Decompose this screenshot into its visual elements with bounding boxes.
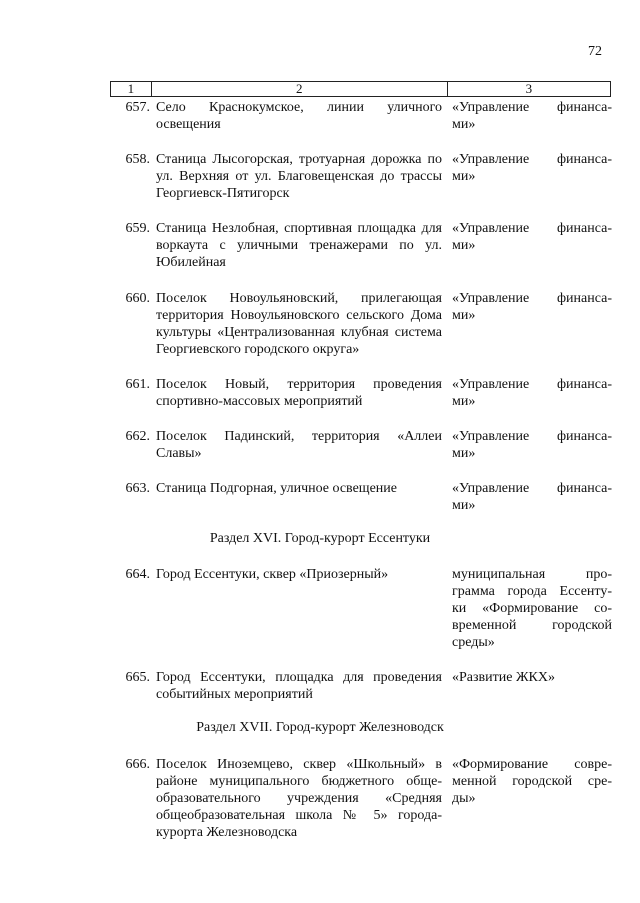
table-header [110, 81, 611, 97]
row-description: Поселок Иноземцево, сквер «Школьный» в районе муниципального бюджетного обще-образовательного учреждения «Средняя общеобразовательная школа № 5» города-курорта Железноводска [156, 757, 442, 840]
row-source-line: «Формирование совре- [452, 757, 612, 772]
row-source-line: ми» [452, 117, 476, 132]
row-source-line: среды» [452, 635, 495, 650]
header-col-2: 2 [152, 82, 448, 96]
row-source-line: «Управление финанса- [452, 221, 612, 236]
row-source-line: ми» [452, 238, 476, 253]
row-number: 657. [125, 100, 150, 115]
row-number: 662. [125, 429, 150, 444]
row-number: 658. [125, 152, 150, 167]
row-source-line: «Управление финанса- [452, 377, 612, 392]
page-number: 72 [588, 44, 602, 59]
header-col-3: 3 [525, 81, 533, 96]
row-description: Поселок Новоульяновский, прилегающая территория Новоульяновского сельского Дома культуры «Централизованная клубная система Георгиевского городского округа» [156, 291, 442, 357]
row-source [452, 756, 612, 807]
row-source [452, 99, 612, 133]
row-source [452, 566, 612, 651]
row-description: Село Краснокумское, линии уличного освещения [156, 100, 442, 132]
row-source-line: «Управление финанса- [452, 100, 612, 115]
row-source-line: ми» [452, 169, 476, 184]
row-number: 665. [125, 670, 150, 685]
row-source [452, 220, 612, 254]
row-description: Город Ессентуки, площадка для проведения событийных мероприятий [156, 670, 442, 702]
row-description: Станица Незлобная, спортивная площадка для воркаута с уличными тренажерами по ул. Юбилейная [156, 221, 442, 270]
row-number: 660. [125, 291, 150, 306]
row-source-line: муниципальная про- [452, 567, 612, 582]
row-source-line: временной городской [452, 618, 612, 633]
row-source [452, 376, 612, 410]
row-number: 666. [125, 757, 150, 772]
row-source-line: ды» [452, 791, 476, 806]
row-number: 664. [125, 567, 150, 582]
row-source [452, 151, 612, 185]
row-source-line: ми» [452, 308, 476, 323]
header-col-1: 1 [111, 82, 152, 96]
row-description: Город Ессентуки, сквер «Приозерный» [156, 567, 389, 582]
row-source-line: «Управление финанса- [452, 481, 612, 496]
row-number: 659. [125, 221, 150, 236]
row-source-line: ми» [452, 394, 476, 409]
row-source [452, 480, 612, 514]
row-source-line: ми» [452, 498, 476, 513]
row-description: Станица Подгорная, уличное освещение [156, 481, 397, 496]
section-title: Раздел XVII. Город-курорт Железноводск [196, 720, 444, 735]
row-source-line: «Управление финанса- [452, 291, 612, 306]
row-source [452, 669, 612, 686]
row-source-line: менной городской сре- [452, 774, 612, 789]
row-source-line: «Управление финанса- [452, 152, 612, 167]
row-source [452, 428, 612, 462]
row-number: 661. [125, 377, 150, 392]
row-source-line: ми» [452, 446, 476, 461]
row-number: 663. [125, 481, 150, 496]
row-description: Поселок Падинский, территория «Аллеи Славы» [156, 429, 442, 461]
row-source-line: «Развитие ЖКХ» [452, 670, 555, 685]
row-source-line: ки «Формирование со- [452, 601, 612, 616]
section-title: Раздел XVI. Город-курорт Ессентуки [209, 531, 431, 546]
row-description: Станица Лысогорская, тротуарная дорожка по ул. Верхняя от ул. Благовещенская до трассы Георгиевск-Пятигорск [156, 152, 442, 201]
row-source-line: «Управление финанса- [452, 429, 612, 444]
row-description: Поселок Новый, территория проведения спортивно-массовых мероприятий [156, 377, 442, 409]
row-source-line: грамма города Ессенту- [452, 584, 612, 599]
row-source [452, 290, 612, 324]
